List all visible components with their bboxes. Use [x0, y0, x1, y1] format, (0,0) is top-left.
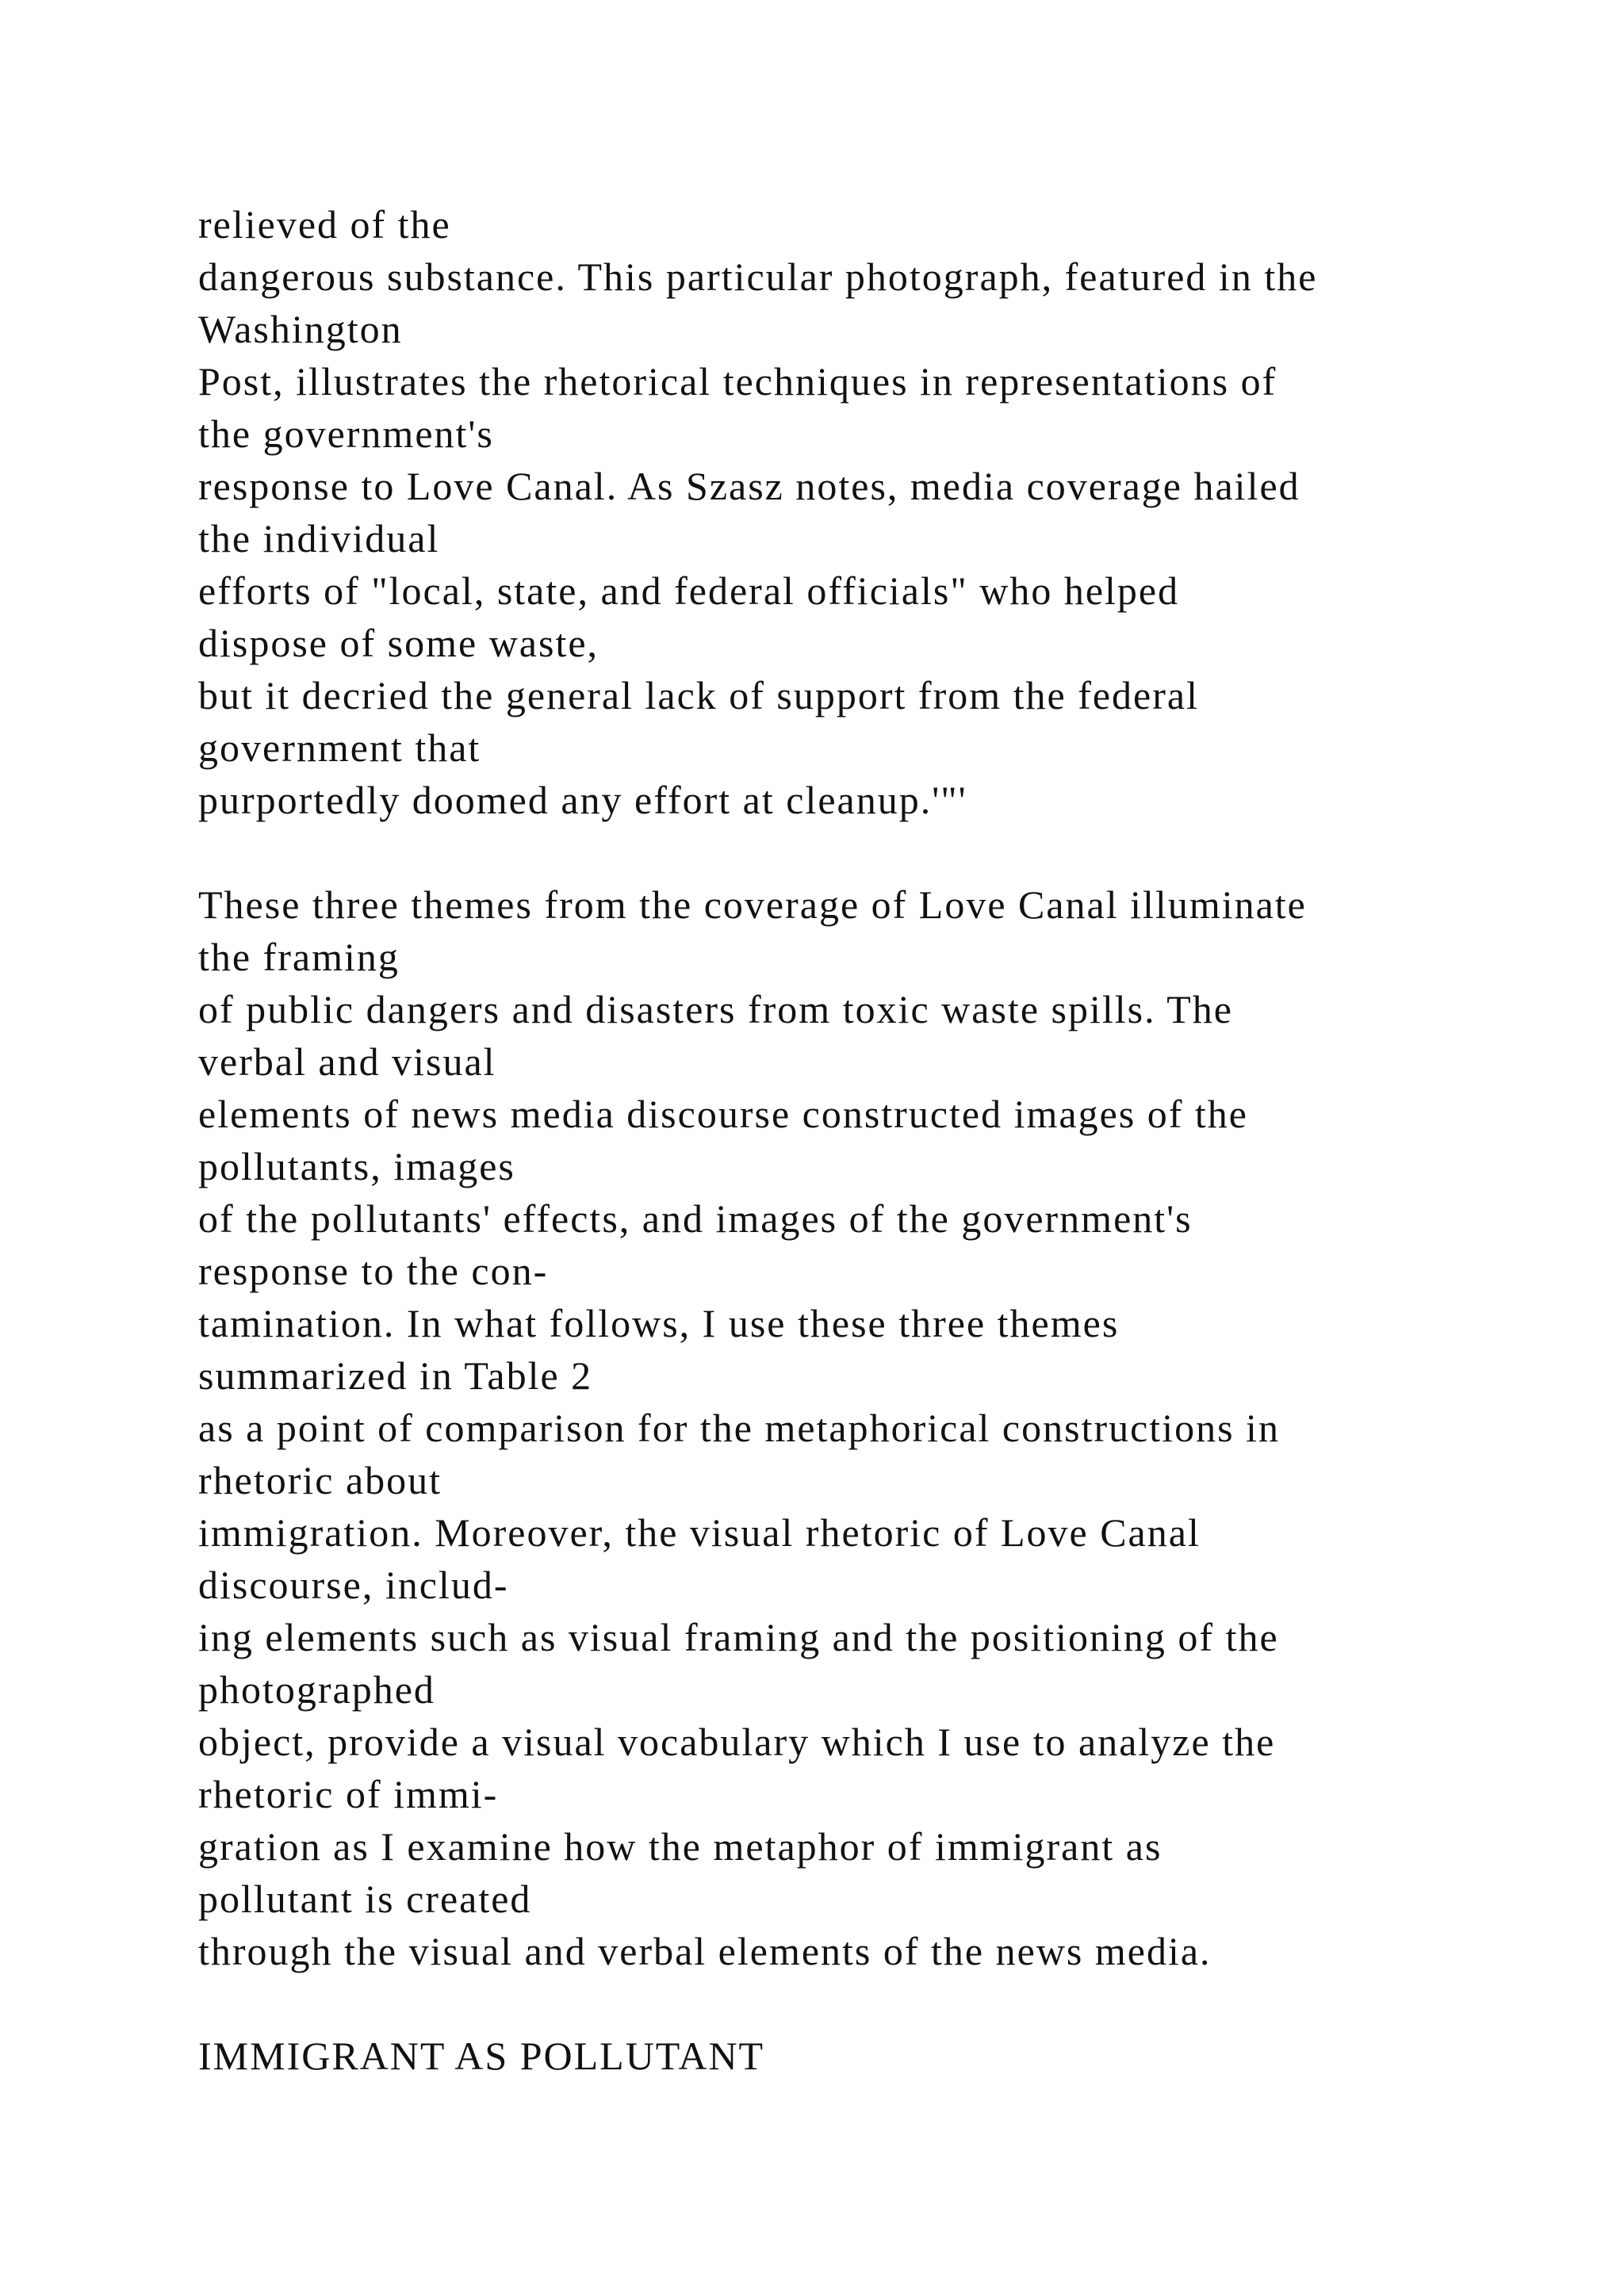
text-column [198, 198, 1546, 2082]
text-line: These three themes from the coverage of Love Canal illuminate [198, 882, 1307, 927]
paragraph-gap [198, 1977, 1546, 2030]
text-line: response to Love Canal. As Szasz notes, media coverage hailed [198, 464, 1300, 508]
text-line: of public dangers and disasters from toxic waste spills. The [198, 987, 1233, 1031]
text-line: elements of news media discourse constructed images of the [198, 1092, 1248, 1136]
text-line: photographed [198, 1667, 435, 1712]
text-line: dangerous substance. This particular photograph, featured in the [198, 254, 1318, 299]
text-line: immigration. Moreover, the visual rhetoric of Love Canal [198, 1510, 1201, 1555]
paragraph-gap [198, 826, 1546, 878]
text-line: rhetoric of immi- [198, 1772, 499, 1816]
text-line: efforts of "local, state, and federal officials" who helped [198, 568, 1180, 613]
text-line: object, provide a visual vocabulary which I use to analyze the [198, 1720, 1276, 1764]
text-line: the individual [198, 516, 440, 561]
text-line: summarized in Table 2 [198, 1353, 593, 1398]
text-line: tamination. In what follows, I use these three themes [198, 1301, 1120, 1345]
text-line: relieved of the [198, 202, 451, 247]
text-line: the government's [198, 411, 494, 456]
text-line: dispose of some waste, [198, 621, 599, 665]
text-line: response to the con- [198, 1249, 549, 1293]
paragraph-2 [198, 878, 1546, 1977]
text-line: through the visual and verbal elements of the news media. [198, 1929, 1212, 1973]
text-line: discourse, includ- [198, 1563, 509, 1607]
text-line: pollutant is created [198, 1877, 532, 1921]
paragraph-1 [198, 198, 1546, 826]
text-line: gration as I examine how the metaphor of immigrant as [198, 1824, 1162, 1869]
text-line: rhetoric about [198, 1458, 442, 1502]
text-line: purportedly doomed any effort at cleanup.'"' [198, 778, 967, 822]
text-line: Post, illustrates the rhetorical techniques in representations of [198, 359, 1277, 404]
section-heading: IMMIGRANT AS POLLUTANT [198, 2034, 765, 2078]
text-line: of the pollutants' effects, and images of the government's [198, 1196, 1193, 1241]
text-line: the framing [198, 935, 400, 979]
text-line: Washington [198, 307, 403, 351]
text-line: verbal and visual [198, 1039, 496, 1084]
text-line: ing elements such as visual framing and the positioning of the [198, 1615, 1279, 1659]
text-line: as a point of comparison for the metaphorical constructions in [198, 1406, 1280, 1450]
text-line: pollutants, images [198, 1144, 515, 1188]
text-line: government that [198, 725, 481, 770]
text-line: but it decried the general lack of support from the federal [198, 673, 1199, 718]
